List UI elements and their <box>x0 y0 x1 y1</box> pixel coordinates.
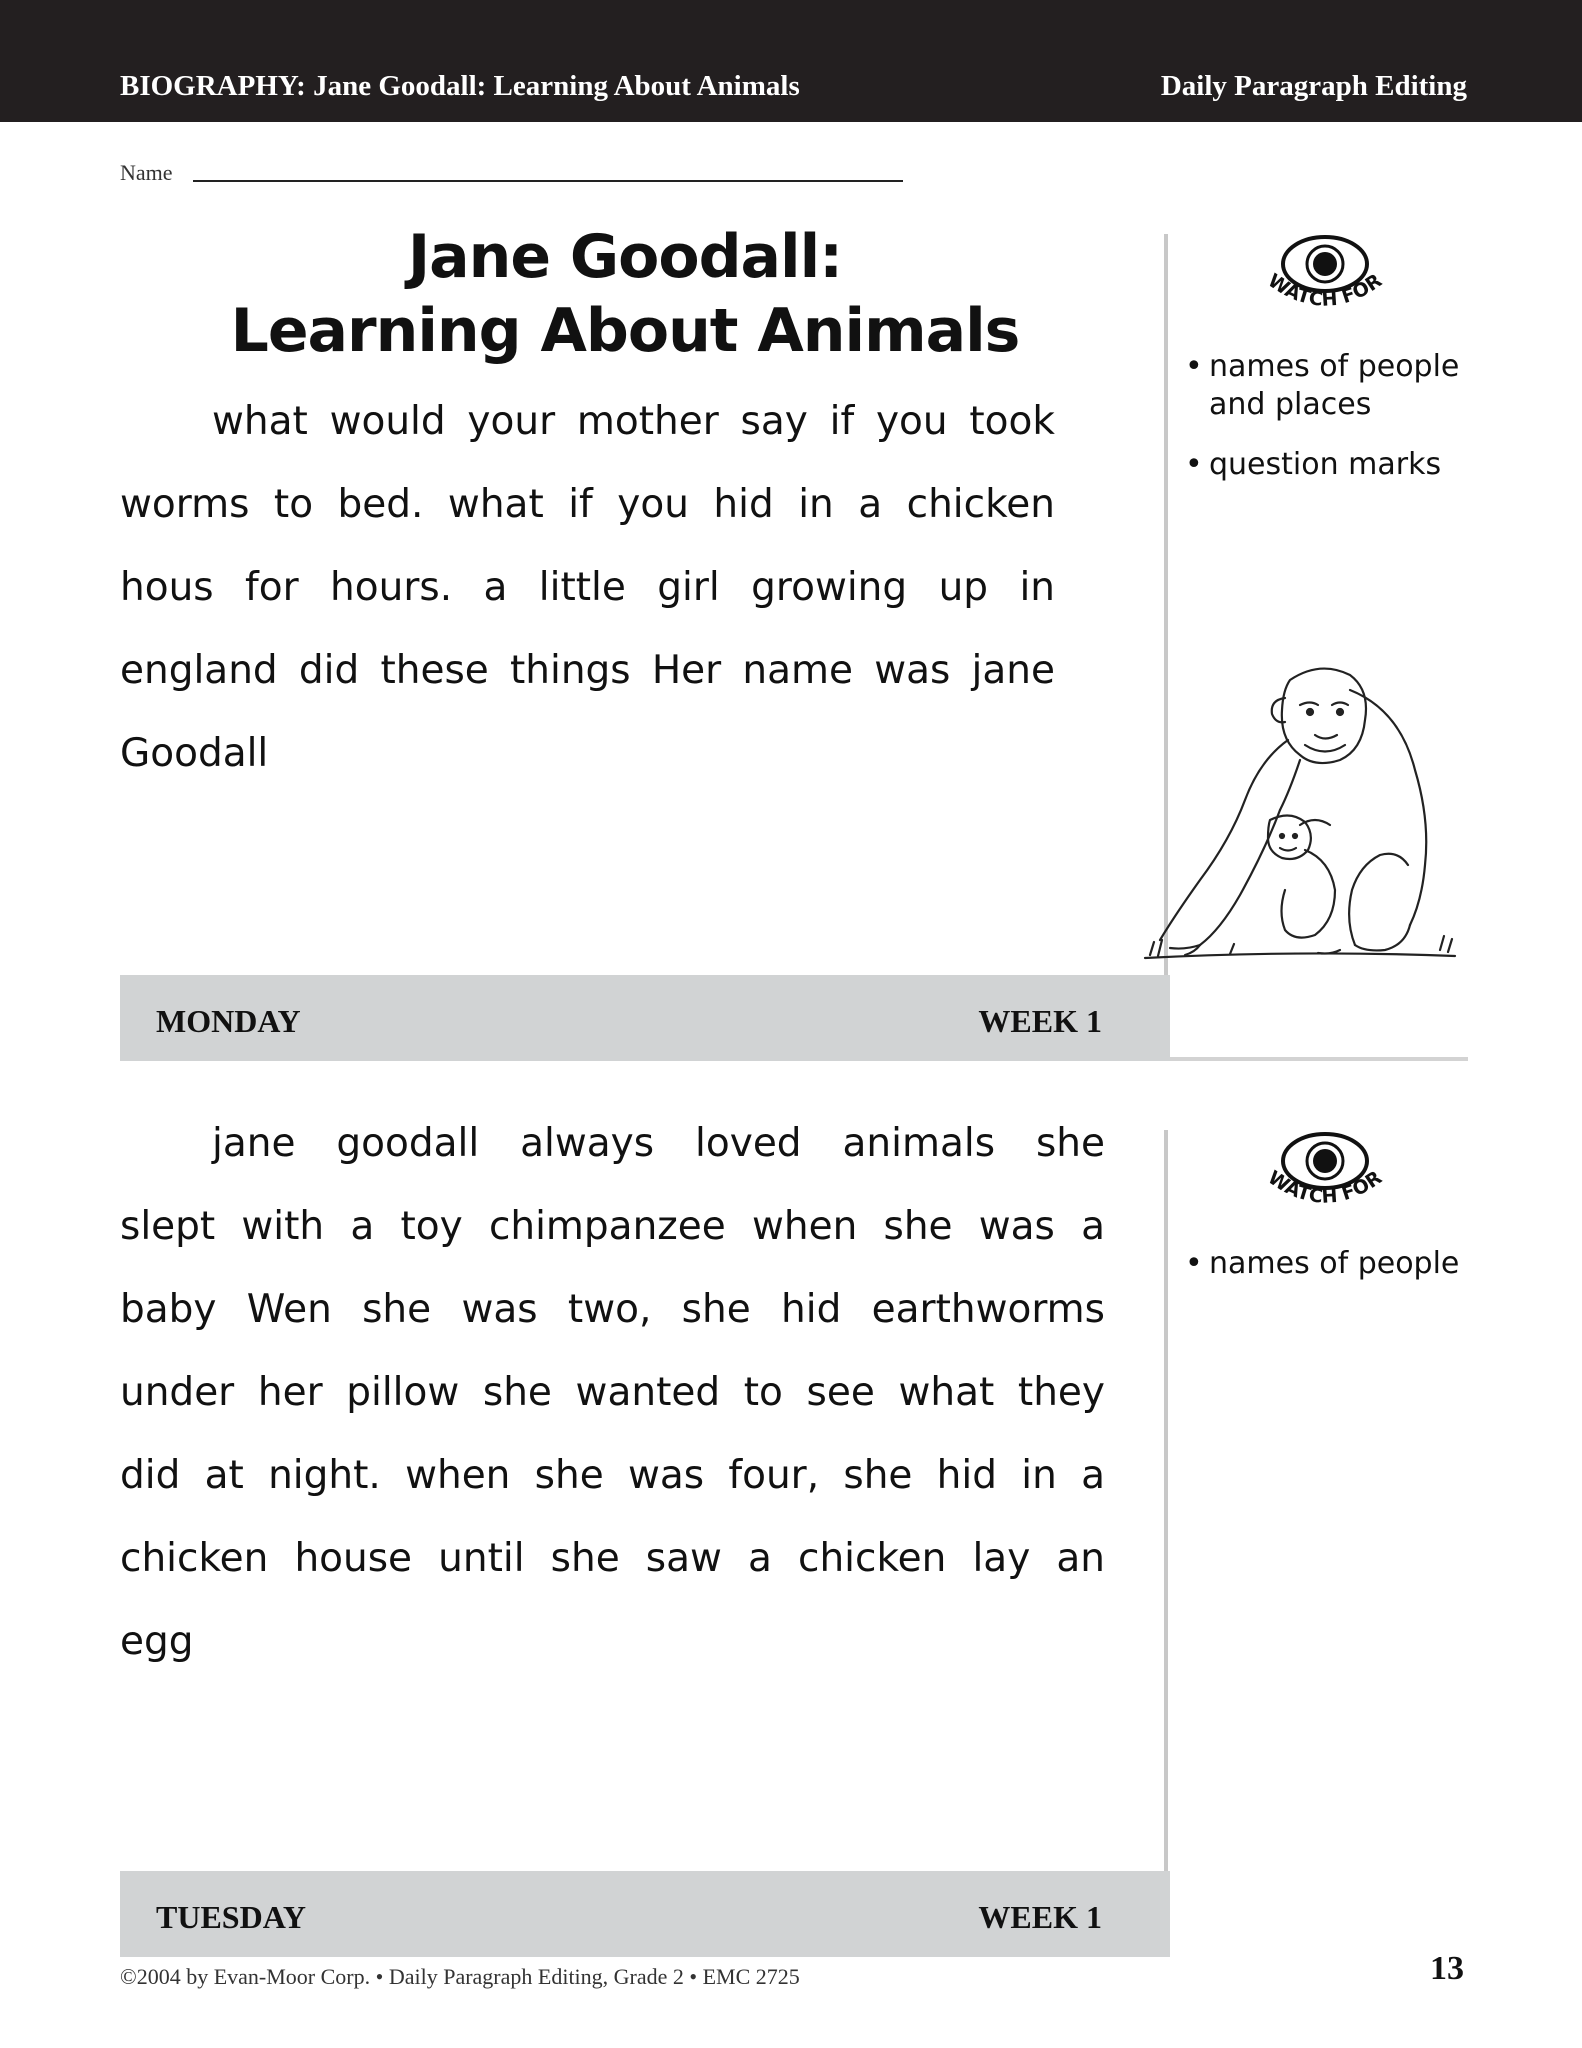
tuesday-band <box>120 1871 1170 1957</box>
tip-item: • question marks <box>1185 446 1479 484</box>
monday-tips <box>1185 348 1479 506</box>
tuesday-divider <box>1164 1130 1168 1956</box>
watch-for-label: WATCH FOR <box>1263 1166 1386 1208</box>
page-title <box>120 220 1130 368</box>
name-line <box>193 180 903 182</box>
header-book-title: Daily Paragraph Editing <box>1160 70 1467 102</box>
monday-bottom-rule <box>1170 1057 1468 1061</box>
title-line-2: Learning About Animals <box>230 296 1020 366</box>
title-line-1: Jane Goodall: <box>407 222 843 292</box>
chimpanzee-illustration <box>1140 650 1460 960</box>
tuesday-tips <box>1185 1245 1459 1305</box>
monday-paragraph: what would your mother say if you took worms to bed. what if you hid in a chicken hous for hours. a little girl growing up in england did these things Her name was jane Goodall <box>120 399 1055 776</box>
name-label: Name <box>120 160 173 185</box>
monday-band <box>120 975 1170 1061</box>
day-label: MONDAY <box>156 1003 301 1039</box>
watch-for-icon <box>1240 1125 1410 1235</box>
tuesday-paragraph: jane goodall always loved animals she slept with a toy chimpanzee when she was a baby Wen she was two, she hid earthworms under her pillow she wanted to see what they did at night. when she was four, she hid in a chicken house until she saw a chicken lay an egg <box>120 1121 1105 1664</box>
week-label: WEEK 1 <box>978 1003 1102 1039</box>
header-unit-title: BIOGRAPHY: Jane Goodall: Learning About Animals <box>120 70 800 102</box>
header-bar <box>0 0 1582 122</box>
day-label: TUESDAY <box>156 1899 306 1935</box>
tip-item: • names of people and places <box>1185 348 1479 424</box>
page-number: 13 <box>1430 1950 1464 1987</box>
week-label: WEEK 1 <box>978 1899 1102 1935</box>
footer-copyright: ©2004 by Evan-Moor Corp. • Daily Paragraph Editing, Grade 2 • EMC 2725 <box>120 1964 800 1989</box>
tip-item: • names of people <box>1185 1245 1459 1283</box>
watch-for-label: WATCH FOR <box>1263 269 1386 311</box>
watch-for-icon <box>1240 228 1410 338</box>
